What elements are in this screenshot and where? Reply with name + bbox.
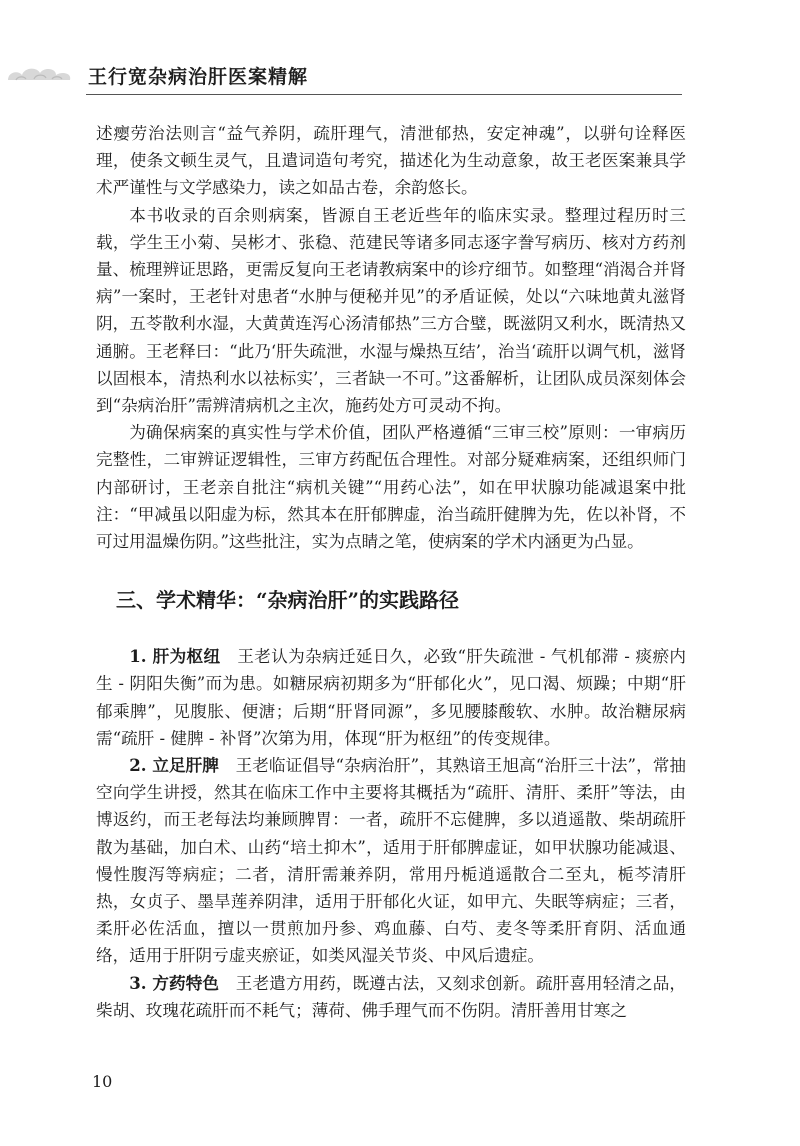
running-header [0, 52, 800, 102]
list-item [96, 752, 686, 970]
item-title: 3. 方药特色 [129, 972, 220, 993]
item-text: 王老遣方用药，既遵古法，又刻求创新。疏肝喜用轻清之品，柴胡、玫瑰花疏肝而不耗气；薄荷、佛手理气而不伤阴。清肝善用甘寒之 [96, 973, 687, 1020]
header-rule [86, 94, 682, 95]
list-item [96, 970, 686, 1024]
cloud-ornament-icon [4, 62, 84, 86]
item-title: 1. 肝为枢纽 [129, 646, 221, 667]
paragraph-continued: 述瘿劳治法则言“益气养阴，疏肝理气，清泄郁热，安定神魂”，以骈句诠释医理，使条文顿生灵气，且遣词造句考究，描述化为生动意象，故王老医案兼具学术严谨性与文学感染力，读之如品古卷，余韵悠长。 [96, 124, 686, 198]
item-title: 2. 立足肝脾 [129, 755, 219, 776]
list-item [96, 643, 686, 752]
page-number: 10 [92, 1072, 113, 1091]
header-title: 王行宽杂病治肝医案精解 [88, 66, 309, 88]
item-text: 王老认为杂病迁延日久，必致“肝失疏泄 - 气机郁滞 - 痰瘀内生 - 阴阳失衡”而为患。如糖尿病初期多为“肝郁化火”，见口渴、烦躁；中期“肝郁乘脾”，见腹胀、便溏；后期“肝肾同源”，多见腰膝酸软、水肿。故治糖尿病需“疏肝 - 健脾 - 补肾”次第为用，体现“肝为枢纽”的传变规律。 [96, 647, 686, 748]
page-body [96, 120, 686, 1024]
paragraph-collection: 本书收录的百余则病案，皆源自王老近些年的临床实录。整理过程历时三载，学生王小菊、吴彬才、张稳、范建民等诸多同志逐字誊写病历、核对方药剂量、梳理辨证思路，更需反复向王老请教病案中的诊疗细节。如整理“消渴合并肾病”一案时，王老针对患者“水肿与便秘并见”的矛盾证候，处以“六味地黄丸滋肾阴，五苓散利水湿，大黄黄连泻心汤清郁热”三方合璧，既滋阴又利水，既清热又通腑。王老释曰：“此乃‘肝失疏泄，水湿与燥热互结’，治当‘疏肝以调气机，滋肾以固根本，清热利水以祛标实’，三者缺一不可。”这番解析，让团队成员深刻体会到“杂病治肝”需辨清病机之主次，施药处方可灵动不拘。 [96, 205, 686, 416]
section-heading: 三、学术精华：“杂病治肝”的实践路径 [116, 588, 460, 613]
paragraph-review: 为确保病案的真实性与学术价值，团队严格遵循“三审三校”原则：一审病历完整性，二审辨证逻辑性，三审方药配伍合理性。对部分疑难病案，还组织师门内部研讨，王老亲自批注“病机关键”“用药心法”，如在甲状腺功能减退案中批注：“甲减虽以阳虚为标，然其本在肝郁脾虚，治当疏肝健脾为先，佐以补肾，不可过用温燥伤阴。”这些批注，实为点睛之笔，使病案的学术内涵更为凸显。 [96, 423, 686, 552]
item-text: 王老临证倡导“杂病治肝”，其熟谙王旭高“治肝三十法”，常抽空向学生讲授，然其在临床工作中主要将其概括为“疏肝、清肝、柔肝”等法，由博返约，而王老每法均兼顾脾胃：一者，疏肝不忘健脾，多以逍遥散、柴胡疏肝散为基础，加白术、山药“培土抑木”，适用于肝郁脾虚证，如甲状腺功能减退、慢性腹泻等病症；二者，清肝需兼养阴，常用丹栀逍遥散合二至丸，栀芩清肝热，女贞子、墨旱莲养阴津，适用于肝郁化火证，如甲亢、失眠等病症；三者，柔肝必佐活血，擅以一贯煎加丹参、鸡血藤、白芍、麦冬等柔肝育阴、活血通络，适用于肝阴亏虚夹瘀证，如类风湿关节炎、中风后遗症。 [96, 756, 686, 966]
